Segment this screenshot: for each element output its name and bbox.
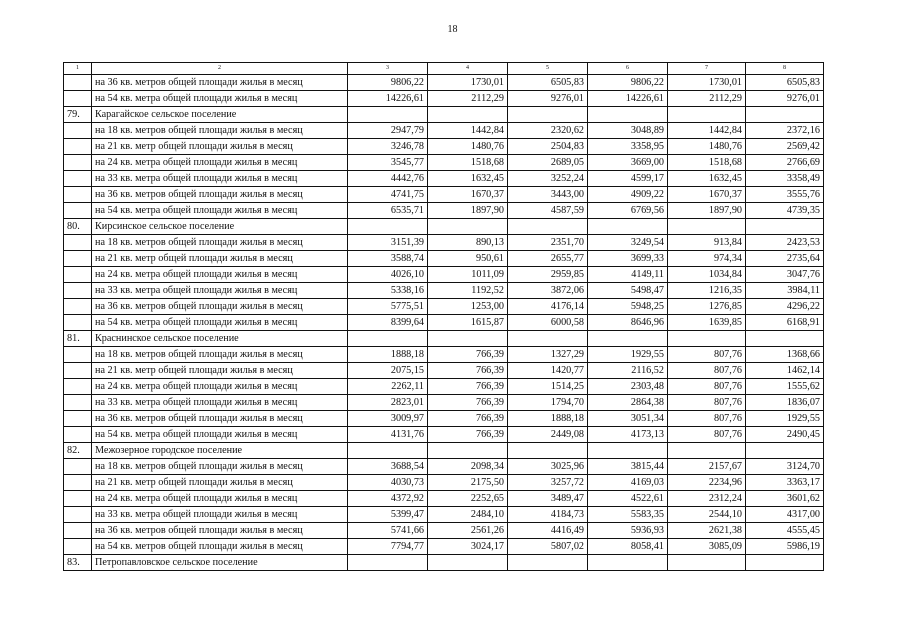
value-cell: 1368,66	[746, 347, 824, 363]
value-cell: 2351,70	[508, 235, 588, 251]
table-row	[64, 427, 824, 443]
value-cell: 1794,70	[508, 395, 588, 411]
value-cell: 1632,45	[668, 171, 746, 187]
value-cell	[348, 443, 428, 459]
row-number: 82.	[64, 443, 92, 459]
value-cell: 4317,00	[746, 507, 824, 523]
table-row	[64, 507, 824, 523]
row-number: 79.	[64, 107, 92, 123]
table-row	[64, 187, 824, 203]
value-cell: 2175,50	[428, 475, 508, 491]
row-number	[64, 139, 92, 155]
value-cell: 1216,35	[668, 283, 746, 299]
value-cell: 4184,73	[508, 507, 588, 523]
value-cell: 1276,85	[668, 299, 746, 315]
row-number	[64, 459, 92, 475]
value-cell: 3363,17	[746, 475, 824, 491]
value-cell: 1480,76	[428, 139, 508, 155]
value-cell: 2252,65	[428, 491, 508, 507]
row-number	[64, 363, 92, 379]
row-label: на 24 кв. метра общей площади жилья в месяц	[92, 491, 348, 507]
row-number	[64, 283, 92, 299]
row-label: на 24 кв. метра общей площади жилья в месяц	[92, 267, 348, 283]
value-cell: 2621,38	[668, 523, 746, 539]
value-cell: 807,76	[668, 427, 746, 443]
value-cell: 2544,10	[668, 507, 746, 523]
column-number: 2	[92, 63, 348, 75]
value-cell: 14226,61	[348, 91, 428, 107]
value-cell: 2423,53	[746, 235, 824, 251]
value-cell: 1011,09	[428, 267, 508, 283]
row-label: на 21 кв. метр общей площади жилья в месяц	[92, 139, 348, 155]
column-number: 3	[348, 63, 428, 75]
row-number	[64, 475, 92, 491]
row-number	[64, 235, 92, 251]
value-cell: 1929,55	[588, 347, 668, 363]
value-cell: 4741,75	[348, 187, 428, 203]
value-cell	[746, 331, 824, 347]
value-cell: 2262,11	[348, 379, 428, 395]
value-cell: 1480,76	[668, 139, 746, 155]
value-cell: 3358,95	[588, 139, 668, 155]
value-cell: 2449,08	[508, 427, 588, 443]
column-number: 5	[508, 63, 588, 75]
row-number	[64, 347, 92, 363]
value-cell: 3024,17	[428, 539, 508, 555]
value-cell: 1034,84	[668, 267, 746, 283]
value-cell: 3443,00	[508, 187, 588, 203]
row-number	[64, 251, 92, 267]
table-row	[64, 203, 824, 219]
value-cell: 3025,96	[508, 459, 588, 475]
row-number	[64, 315, 92, 331]
table-row	[64, 299, 824, 315]
column-number-row	[64, 63, 824, 75]
value-cell	[588, 555, 668, 571]
value-cell: 1420,77	[508, 363, 588, 379]
value-cell: 4909,22	[588, 187, 668, 203]
value-cell: 9806,22	[348, 75, 428, 91]
value-cell: 3047,76	[746, 267, 824, 283]
value-cell: 1327,29	[508, 347, 588, 363]
value-cell: 8399,64	[348, 315, 428, 331]
value-cell	[668, 331, 746, 347]
value-cell: 1518,68	[668, 155, 746, 171]
value-cell: 6505,83	[746, 75, 824, 91]
settlement-row	[64, 219, 824, 235]
row-label: на 36 кв. метров общей площади жилья в месяц	[92, 523, 348, 539]
value-cell: 2320,62	[508, 123, 588, 139]
value-cell: 1518,68	[428, 155, 508, 171]
row-label: на 54 кв. метра общей площади жилья в месяц	[92, 91, 348, 107]
row-label: на 21 кв. метр общей площади жилья в месяц	[92, 363, 348, 379]
row-label: на 18 кв. метров общей площади жилья в месяц	[92, 235, 348, 251]
value-cell: 2864,38	[588, 395, 668, 411]
value-cell: 4416,49	[508, 523, 588, 539]
row-label: на 18 кв. метров общей площади жилья в месяц	[92, 347, 348, 363]
column-number: 6	[588, 63, 668, 75]
value-cell: 3257,72	[508, 475, 588, 491]
settlement-name: Межозерное городское поселение	[92, 443, 348, 459]
value-cell: 1888,18	[348, 347, 428, 363]
value-cell	[428, 443, 508, 459]
value-cell: 807,76	[668, 411, 746, 427]
value-cell: 3085,09	[668, 539, 746, 555]
value-cell: 3984,11	[746, 283, 824, 299]
row-label: на 21 кв. метр общей площади жилья в месяц	[92, 251, 348, 267]
row-label: на 36 кв. метров общей площади жилья в месяц	[92, 75, 348, 91]
table-row	[64, 171, 824, 187]
value-cell: 3358,49	[746, 171, 824, 187]
row-label: на 33 кв. метра общей площади жилья в месяц	[92, 395, 348, 411]
value-cell: 1253,00	[428, 299, 508, 315]
value-cell: 3815,44	[588, 459, 668, 475]
row-label: на 33 кв. метра общей площади жилья в месяц	[92, 507, 348, 523]
column-number: 8	[746, 63, 824, 75]
value-cell: 9276,01	[746, 91, 824, 107]
table-row	[64, 75, 824, 91]
value-cell: 3688,54	[348, 459, 428, 475]
value-cell	[746, 107, 824, 123]
value-cell: 2959,85	[508, 267, 588, 283]
value-cell: 5338,16	[348, 283, 428, 299]
value-cell: 2075,15	[348, 363, 428, 379]
value-cell: 4169,03	[588, 475, 668, 491]
table-row	[64, 539, 824, 555]
value-cell: 2947,79	[348, 123, 428, 139]
value-cell: 3588,74	[348, 251, 428, 267]
row-number	[64, 427, 92, 443]
value-cell: 2689,05	[508, 155, 588, 171]
value-cell	[746, 219, 824, 235]
row-label: на 33 кв. метра общей площади жилья в месяц	[92, 171, 348, 187]
value-cell: 2735,64	[746, 251, 824, 267]
value-cell	[348, 219, 428, 235]
row-label: на 21 кв. метр общей площади жилья в месяц	[92, 475, 348, 491]
settlement-row	[64, 555, 824, 571]
value-cell: 2823,01	[348, 395, 428, 411]
value-cell	[668, 107, 746, 123]
row-label: на 24 кв. метра общей площади жилья в месяц	[92, 379, 348, 395]
value-cell	[508, 443, 588, 459]
value-cell	[588, 331, 668, 347]
value-cell: 4030,73	[348, 475, 428, 491]
value-cell: 2112,29	[428, 91, 508, 107]
row-label: на 18 кв. метров общей площади жилья в месяц	[92, 123, 348, 139]
value-cell: 6769,56	[588, 203, 668, 219]
value-cell: 8058,41	[588, 539, 668, 555]
row-number	[64, 411, 92, 427]
row-label: на 33 кв. метра общей площади жилья в месяц	[92, 283, 348, 299]
row-number	[64, 187, 92, 203]
table-row	[64, 491, 824, 507]
value-cell: 2484,10	[428, 507, 508, 523]
value-cell: 4176,14	[508, 299, 588, 315]
value-cell: 890,13	[428, 235, 508, 251]
value-cell: 2766,69	[746, 155, 824, 171]
column-number: 4	[428, 63, 508, 75]
settlement-name: Карагайское сельское поселение	[92, 107, 348, 123]
value-cell	[746, 555, 824, 571]
value-cell: 5936,93	[588, 523, 668, 539]
settlement-row	[64, 331, 824, 347]
value-cell: 807,76	[668, 395, 746, 411]
row-number: 80.	[64, 219, 92, 235]
value-cell	[508, 219, 588, 235]
settlement-name: Краснинское сельское поселение	[92, 331, 348, 347]
value-cell	[348, 555, 428, 571]
settlement-name: Петропавловское сельское поселение	[92, 555, 348, 571]
value-cell: 1555,62	[746, 379, 824, 395]
value-cell	[428, 219, 508, 235]
value-cell: 5986,19	[746, 539, 824, 555]
row-label: на 36 кв. метров общей площади жилья в месяц	[92, 411, 348, 427]
row-label: на 54 кв. метра общей площади жилья в месяц	[92, 315, 348, 331]
value-cell: 6505,83	[508, 75, 588, 91]
row-number	[64, 491, 92, 507]
settlement-row	[64, 443, 824, 459]
value-cell: 5741,66	[348, 523, 428, 539]
table-row	[64, 411, 824, 427]
value-cell: 14226,61	[588, 91, 668, 107]
table-row	[64, 379, 824, 395]
value-cell: 2303,48	[588, 379, 668, 395]
value-cell: 3555,76	[746, 187, 824, 203]
value-cell: 1514,25	[508, 379, 588, 395]
value-cell: 4442,76	[348, 171, 428, 187]
value-cell: 5807,02	[508, 539, 588, 555]
value-cell: 3051,34	[588, 411, 668, 427]
table-row	[64, 395, 824, 411]
row-number	[64, 75, 92, 91]
settlement-name: Кирсинское сельское поселение	[92, 219, 348, 235]
value-cell	[348, 107, 428, 123]
row-number	[64, 379, 92, 395]
row-number	[64, 523, 92, 539]
value-cell: 2561,26	[428, 523, 508, 539]
row-number	[64, 123, 92, 139]
value-cell: 3048,89	[588, 123, 668, 139]
settlement-row	[64, 107, 824, 123]
value-cell: 4026,10	[348, 267, 428, 283]
value-cell: 3249,54	[588, 235, 668, 251]
value-cell: 1442,84	[668, 123, 746, 139]
table-row	[64, 267, 824, 283]
value-cell: 6168,91	[746, 315, 824, 331]
row-label: на 54 кв. метра общей площади жилья в месяц	[92, 427, 348, 443]
value-cell	[668, 443, 746, 459]
value-cell: 2504,83	[508, 139, 588, 155]
table-row	[64, 283, 824, 299]
row-number	[64, 91, 92, 107]
value-cell: 6535,71	[348, 203, 428, 219]
value-cell: 766,39	[428, 411, 508, 427]
row-number	[64, 171, 92, 187]
row-number	[64, 507, 92, 523]
row-label: на 36 кв. метров общей площади жилья в месяц	[92, 187, 348, 203]
table-row	[64, 235, 824, 251]
table-row	[64, 523, 824, 539]
value-cell: 4173,13	[588, 427, 668, 443]
value-cell: 4522,61	[588, 491, 668, 507]
value-cell: 807,76	[668, 363, 746, 379]
row-number	[64, 539, 92, 555]
value-cell: 3545,77	[348, 155, 428, 171]
value-cell: 2234,96	[668, 475, 746, 491]
table-row	[64, 123, 824, 139]
table-row	[64, 347, 824, 363]
value-cell	[428, 107, 508, 123]
value-cell: 807,76	[668, 379, 746, 395]
row-label: на 54 кв. метров общей площади жилья в месяц	[92, 539, 348, 555]
value-cell: 2157,67	[668, 459, 746, 475]
value-cell	[746, 443, 824, 459]
value-cell: 1442,84	[428, 123, 508, 139]
value-cell: 974,34	[668, 251, 746, 267]
value-cell	[588, 443, 668, 459]
value-cell: 1897,90	[668, 203, 746, 219]
value-cell: 3669,00	[588, 155, 668, 171]
value-cell: 3124,70	[746, 459, 824, 475]
row-number	[64, 267, 92, 283]
value-cell: 5948,25	[588, 299, 668, 315]
value-cell: 2312,24	[668, 491, 746, 507]
value-cell: 1897,90	[428, 203, 508, 219]
value-cell	[508, 331, 588, 347]
row-number	[64, 203, 92, 219]
table-row	[64, 315, 824, 331]
value-cell: 9276,01	[508, 91, 588, 107]
column-number: 1	[64, 63, 92, 75]
column-number: 7	[668, 63, 746, 75]
value-cell	[668, 555, 746, 571]
value-cell: 2116,52	[588, 363, 668, 379]
value-cell: 5583,35	[588, 507, 668, 523]
value-cell: 2490,45	[746, 427, 824, 443]
value-cell: 4296,22	[746, 299, 824, 315]
value-cell: 1730,01	[668, 75, 746, 91]
value-cell: 3252,24	[508, 171, 588, 187]
value-cell: 1929,55	[746, 411, 824, 427]
value-cell: 3872,06	[508, 283, 588, 299]
value-cell: 913,84	[668, 235, 746, 251]
row-number	[64, 395, 92, 411]
value-cell: 2098,34	[428, 459, 508, 475]
value-cell: 5775,51	[348, 299, 428, 315]
value-cell	[428, 331, 508, 347]
value-cell: 3489,47	[508, 491, 588, 507]
value-cell: 1888,18	[508, 411, 588, 427]
value-cell: 2569,42	[746, 139, 824, 155]
tariff-table	[63, 62, 824, 571]
value-cell: 3699,33	[588, 251, 668, 267]
row-label: на 54 кв. метра общей площади жилья в месяц	[92, 203, 348, 219]
value-cell: 4131,76	[348, 427, 428, 443]
value-cell: 5498,47	[588, 283, 668, 299]
value-cell: 4739,35	[746, 203, 824, 219]
row-label: на 18 кв. метров общей площади жилья в месяц	[92, 459, 348, 475]
page-number: 18	[447, 24, 458, 35]
value-cell: 1462,14	[746, 363, 824, 379]
row-number: 81.	[64, 331, 92, 347]
table-row	[64, 251, 824, 267]
table-row	[64, 139, 824, 155]
value-cell: 807,76	[668, 347, 746, 363]
value-cell: 3601,62	[746, 491, 824, 507]
value-cell: 766,39	[428, 427, 508, 443]
value-cell: 1615,87	[428, 315, 508, 331]
value-cell	[588, 219, 668, 235]
value-cell: 1670,37	[428, 187, 508, 203]
value-cell: 8646,96	[588, 315, 668, 331]
value-cell: 1670,37	[668, 187, 746, 203]
value-cell: 950,61	[428, 251, 508, 267]
value-cell: 4149,11	[588, 267, 668, 283]
row-number	[64, 299, 92, 315]
value-cell: 1639,85	[668, 315, 746, 331]
value-cell: 2112,29	[668, 91, 746, 107]
value-cell: 1836,07	[746, 395, 824, 411]
table-row	[64, 475, 824, 491]
value-cell: 766,39	[428, 379, 508, 395]
value-cell: 9806,22	[588, 75, 668, 91]
value-cell: 2655,77	[508, 251, 588, 267]
value-cell: 766,39	[428, 395, 508, 411]
value-cell: 3246,78	[348, 139, 428, 155]
value-cell: 1192,52	[428, 283, 508, 299]
table-row	[64, 459, 824, 475]
row-number	[64, 155, 92, 171]
value-cell: 7794,77	[348, 539, 428, 555]
value-cell: 4372,92	[348, 491, 428, 507]
table-row	[64, 363, 824, 379]
table-row	[64, 91, 824, 107]
value-cell: 3151,39	[348, 235, 428, 251]
table-row	[64, 155, 824, 171]
value-cell: 766,39	[428, 363, 508, 379]
value-cell	[588, 107, 668, 123]
value-cell	[428, 555, 508, 571]
value-cell: 766,39	[428, 347, 508, 363]
value-cell: 3009,97	[348, 411, 428, 427]
value-cell: 4587,59	[508, 203, 588, 219]
row-label: на 36 кв. метров общей площади жилья в месяц	[92, 299, 348, 315]
value-cell: 5399,47	[348, 507, 428, 523]
value-cell: 4599,17	[588, 171, 668, 187]
value-cell: 1632,45	[428, 171, 508, 187]
value-cell	[508, 107, 588, 123]
value-cell	[348, 331, 428, 347]
value-cell	[668, 219, 746, 235]
row-label: на 24 кв. метра общей площади жилья в месяц	[92, 155, 348, 171]
value-cell: 2372,16	[746, 123, 824, 139]
row-number: 83.	[64, 555, 92, 571]
value-cell: 1730,01	[428, 75, 508, 91]
value-cell	[508, 555, 588, 571]
value-cell: 6000,58	[508, 315, 588, 331]
value-cell: 4555,45	[746, 523, 824, 539]
